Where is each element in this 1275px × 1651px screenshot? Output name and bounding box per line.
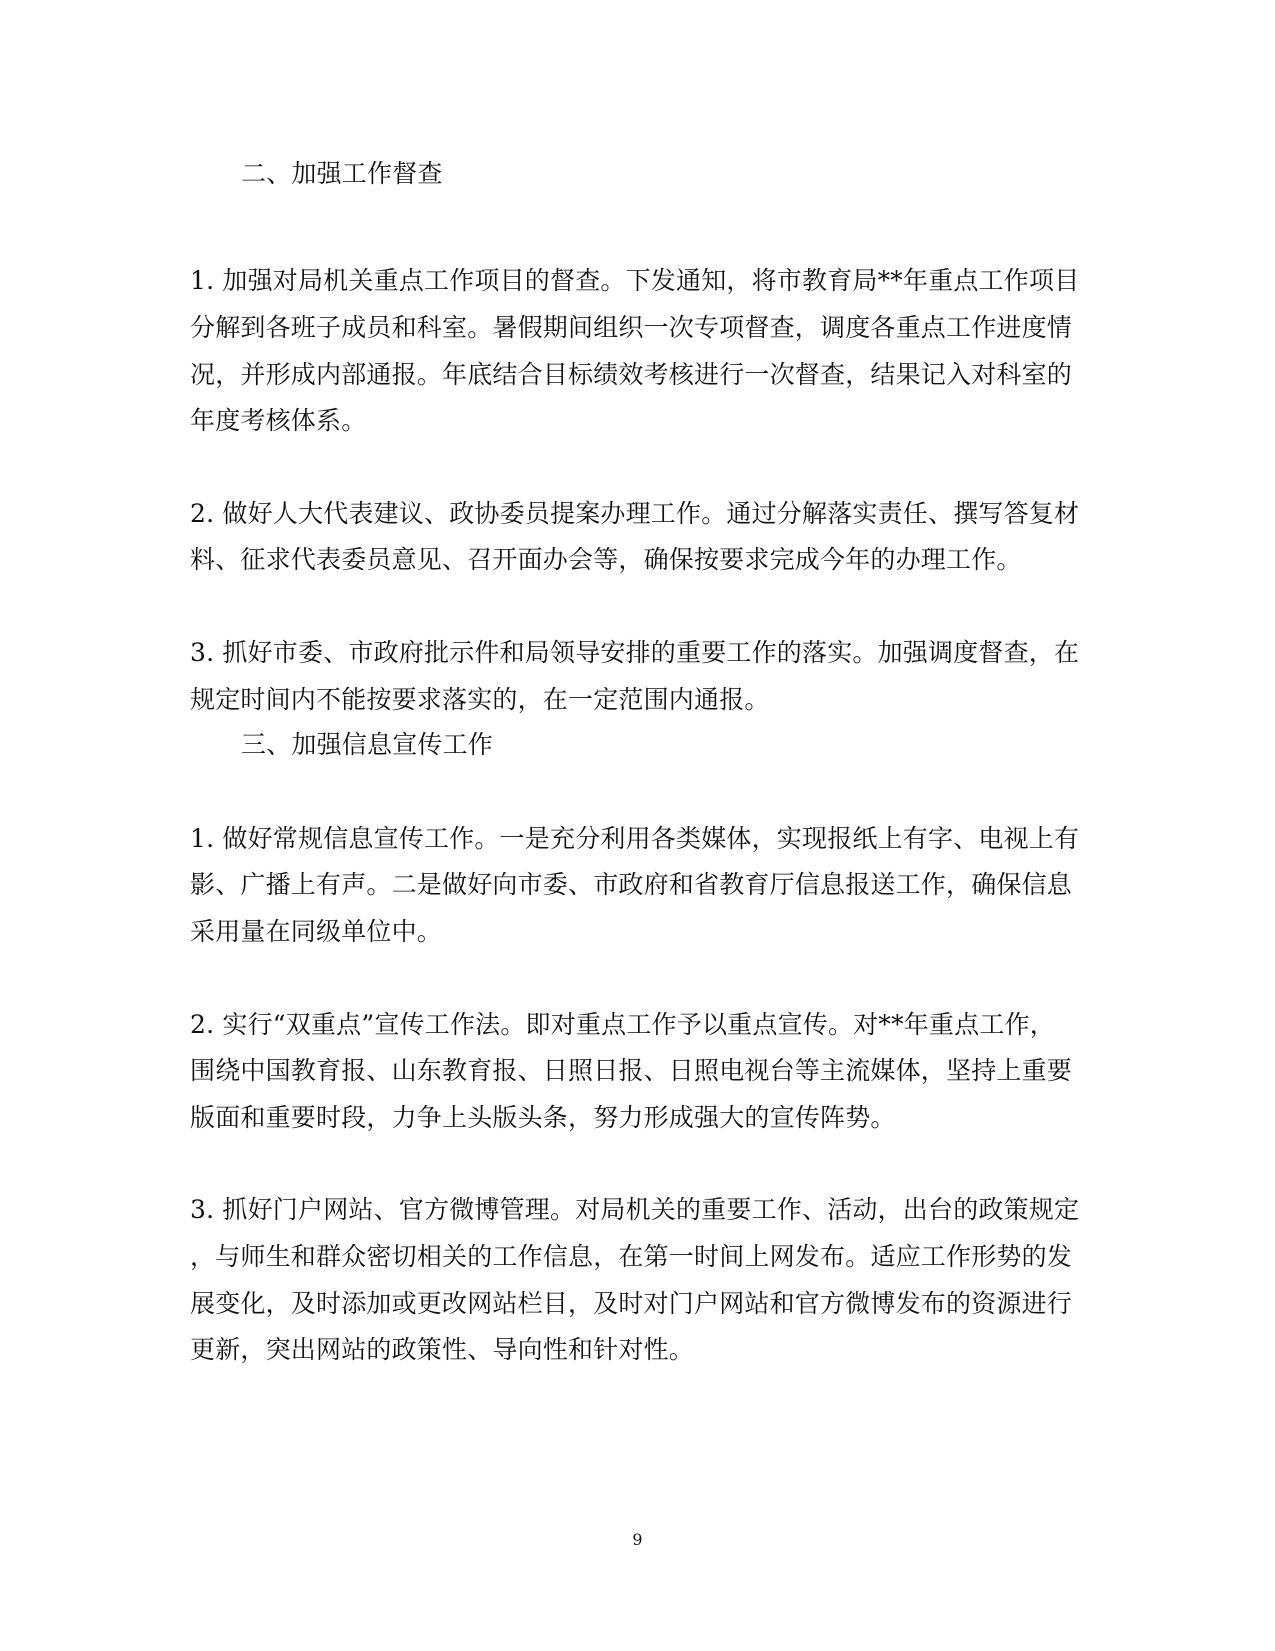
paragraph-line: 版面和重要时段，力争上头版头条，努力形成强大的宣传阵势。 — [190, 1103, 896, 1132]
paragraph-line: ，与师生和群众密切相关的工作信息，在第一时间上网发布。适应工作形势的发 — [190, 1242, 1073, 1271]
section-heading: 三、加强信息宣传工作 — [241, 730, 494, 759]
paragraph-line: 影、广播上有声。二是做好向市委、市政府和省教育厅信息报送工作，确保信息 — [190, 870, 1073, 899]
paragraph-line: 规定时间内不能按要求落实的，在一定范围内通报。 — [190, 685, 770, 714]
paragraph-line: 1. 做好常规信息宣传工作。一是充分利用各类媒体，实现报纸上有字、电视上有 — [190, 824, 1080, 853]
paragraph-line: 围绕中国教育报、山东教育报、日照日报、日照电视台等主流媒体，坚持上重要 — [190, 1056, 1073, 1085]
paragraph-line: 分解到各班子成员和科室。暑假期间组织一次专项督查，调度各重点工作进度情 — [190, 313, 1073, 342]
paragraph-line: 况，并形成内部通报。年底结合目标绩效考核进行一次督查，结果记入对科室的 — [190, 360, 1073, 389]
paragraph-line: 展变化，及时添加或更改网站栏目，及时对门户网站和官方微博发布的资源进行 — [190, 1289, 1073, 1318]
page-number: 9 — [632, 1530, 643, 1549]
paragraph-line: 3. 抓好市委、市政府批示件和局领导安排的重要工作的落实。加强调度督查，在 — [190, 638, 1080, 667]
paragraph-line: 料、征求代表委员意见、召开面办会等，确保按要求完成今年的办理工作。 — [190, 545, 1022, 574]
paragraph-line: 2. 实行“双重点”宣传工作法。即对重点工作予以重点宣传。对**年重点工作， — [190, 1010, 1055, 1039]
paragraph-line: 2. 做好人大代表建议、政协委员提案办理工作。通过分解落实责任、撰写答复材 — [190, 499, 1080, 528]
paragraph-line: 1. 加强对局机关重点工作项目的督查。下发通知，将市教育局**年重点工作项目 — [190, 266, 1080, 295]
paragraph-line: 更新，突出网站的政策性、导向性和针对性。 — [190, 1335, 695, 1364]
section-heading: 二、加强工作督查 — [241, 159, 443, 188]
paragraph-line: 3. 抓好门户网站、官方微博管理。对局机关的重要工作、活动，出台的政策规定 — [190, 1195, 1080, 1224]
paragraph-line: 年度考核体系。 — [190, 406, 367, 435]
paragraph-line: 采用量在同级单位中。 — [190, 917, 443, 946]
